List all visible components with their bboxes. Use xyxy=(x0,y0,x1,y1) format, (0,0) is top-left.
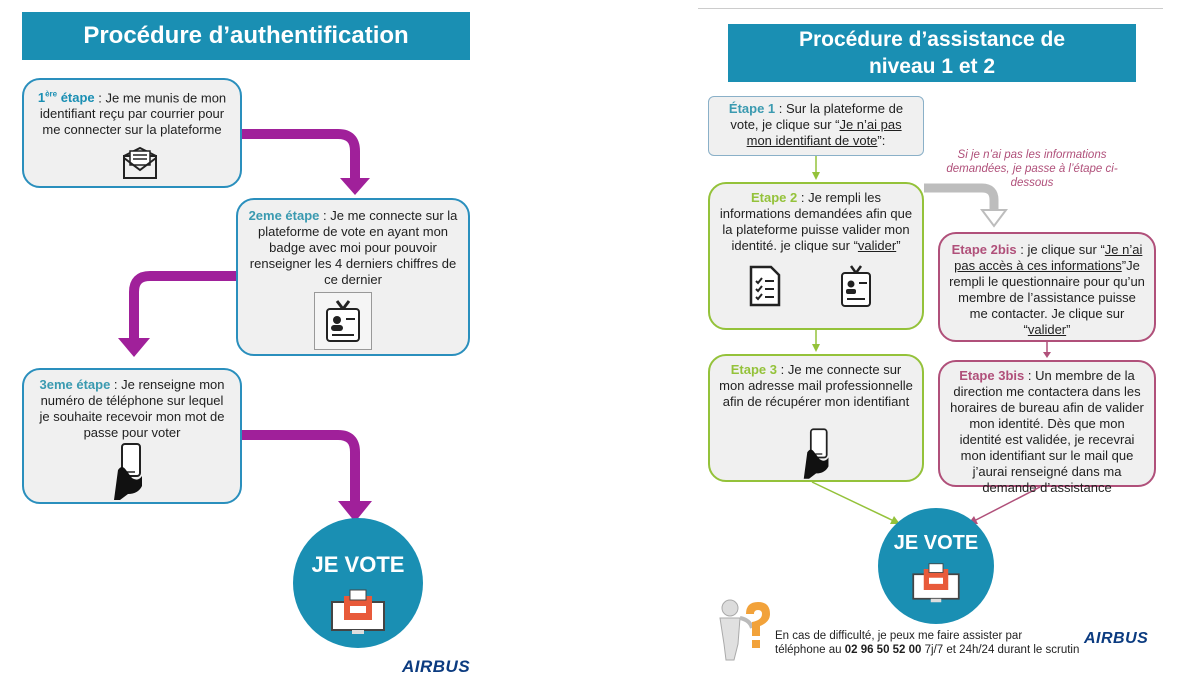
ballot-monitor-small-icon xyxy=(911,562,961,604)
etape2-link[interactable]: valider xyxy=(857,238,897,253)
etape2bis-card: Etape 2bis : je clique sur “Je n’ai pas accès à ces informations”Je rempli le questionnaire pour qu’un membre de l’assistance puisse me contacter. Je clique sur “valider” xyxy=(938,232,1156,342)
phone-hand-small-icon xyxy=(802,426,832,482)
left-vote-label: JE VOTE xyxy=(311,552,405,577)
badge-small-icon xyxy=(840,264,872,308)
right-vote-circle[interactable] xyxy=(878,508,994,624)
help-phone[interactable]: 02 96 50 52 00 xyxy=(844,644,922,656)
skip-note: Si je n’ai pas les informations demandées, je passe à l’étape ci-dessous xyxy=(946,149,1118,189)
right-title-line2: niveau 1 et 2 xyxy=(868,55,996,78)
step2-label: 2eme étape xyxy=(248,208,320,223)
help-line1: En cas de difficulté, je peux me faire assister par xyxy=(775,630,1023,642)
etape1-label: Étape 1 xyxy=(728,101,776,116)
help-line2: téléphone au 02 96 50 52 00 7j/7 et 24h/24 durant le scrutin xyxy=(775,644,1080,656)
etape3bis-label: Etape 3bis xyxy=(959,368,1025,383)
etape3-card: Etape 3 : Je me connecte sur mon adresse mail professionnelle afin de récupérer mon identifiant xyxy=(708,354,924,482)
help-text xyxy=(775,629,1105,657)
etape3-label: Etape 3 xyxy=(730,362,777,377)
checklist-icon xyxy=(748,264,782,308)
etape2bis-link[interactable]: Je n’ai pas accès à ces informations xyxy=(954,242,1143,273)
grey-arrow-to-2bis xyxy=(924,188,994,212)
left-title: Procédure d’authentification xyxy=(83,22,409,49)
left-airbus-logo: AIRBUS xyxy=(402,657,471,676)
step3-text: 3eme étape : Je renseigne mon numéro de téléphone sur lequel je souhaite recevoir mon mot de passe pour voter xyxy=(39,377,225,440)
etape1-link[interactable]: Je n’ai pas mon identifiant de vote xyxy=(746,117,902,148)
step1-text: 1ère étape : Je me munis de mon identifiant reçu par courrier pour me connecter sur la plateforme xyxy=(37,90,227,138)
step3-label: 3eme étape xyxy=(39,377,111,392)
right-title-line1: Procédure d’assistance de xyxy=(798,28,1066,51)
step2-text: 2eme étape : Je me connecte sur la plateforme de vote en ayant mon badge avec moi pour pouvoir renseigner les 4 derniers chiffres de ce dernier xyxy=(248,208,458,287)
etape2bis-label: Etape 2bis xyxy=(951,242,1017,257)
right-vote-label: JE VOTE xyxy=(893,532,979,554)
etape1-card: Étape 1 : Sur la plateforme de vote, je clique sur “Je n’ai pas mon identifiant de vote”: xyxy=(708,96,924,156)
etape2bis-link2[interactable]: valider xyxy=(1027,322,1067,337)
right-airbus-logo: AIRBUS xyxy=(1084,630,1149,647)
etape2-label: Etape 2 xyxy=(750,190,798,205)
etape2-card: Etape 2 : Je rempli les informations demandées afin que la plateforme puisse valider mon identité. je clique sur “valider” xyxy=(708,182,924,330)
step1-label: 1ère étape xyxy=(37,90,95,106)
etape3bis-card: Etape 3bis : Un membre de la direction me contactera dans les horaires de bureau afin de valider mon identité. Dès que mon identité est validée, je recevrai mon identifiant sur le mail que j’aurai renseigné dans ma demande d’assistance xyxy=(938,360,1156,487)
question-person-icon xyxy=(712,598,772,662)
